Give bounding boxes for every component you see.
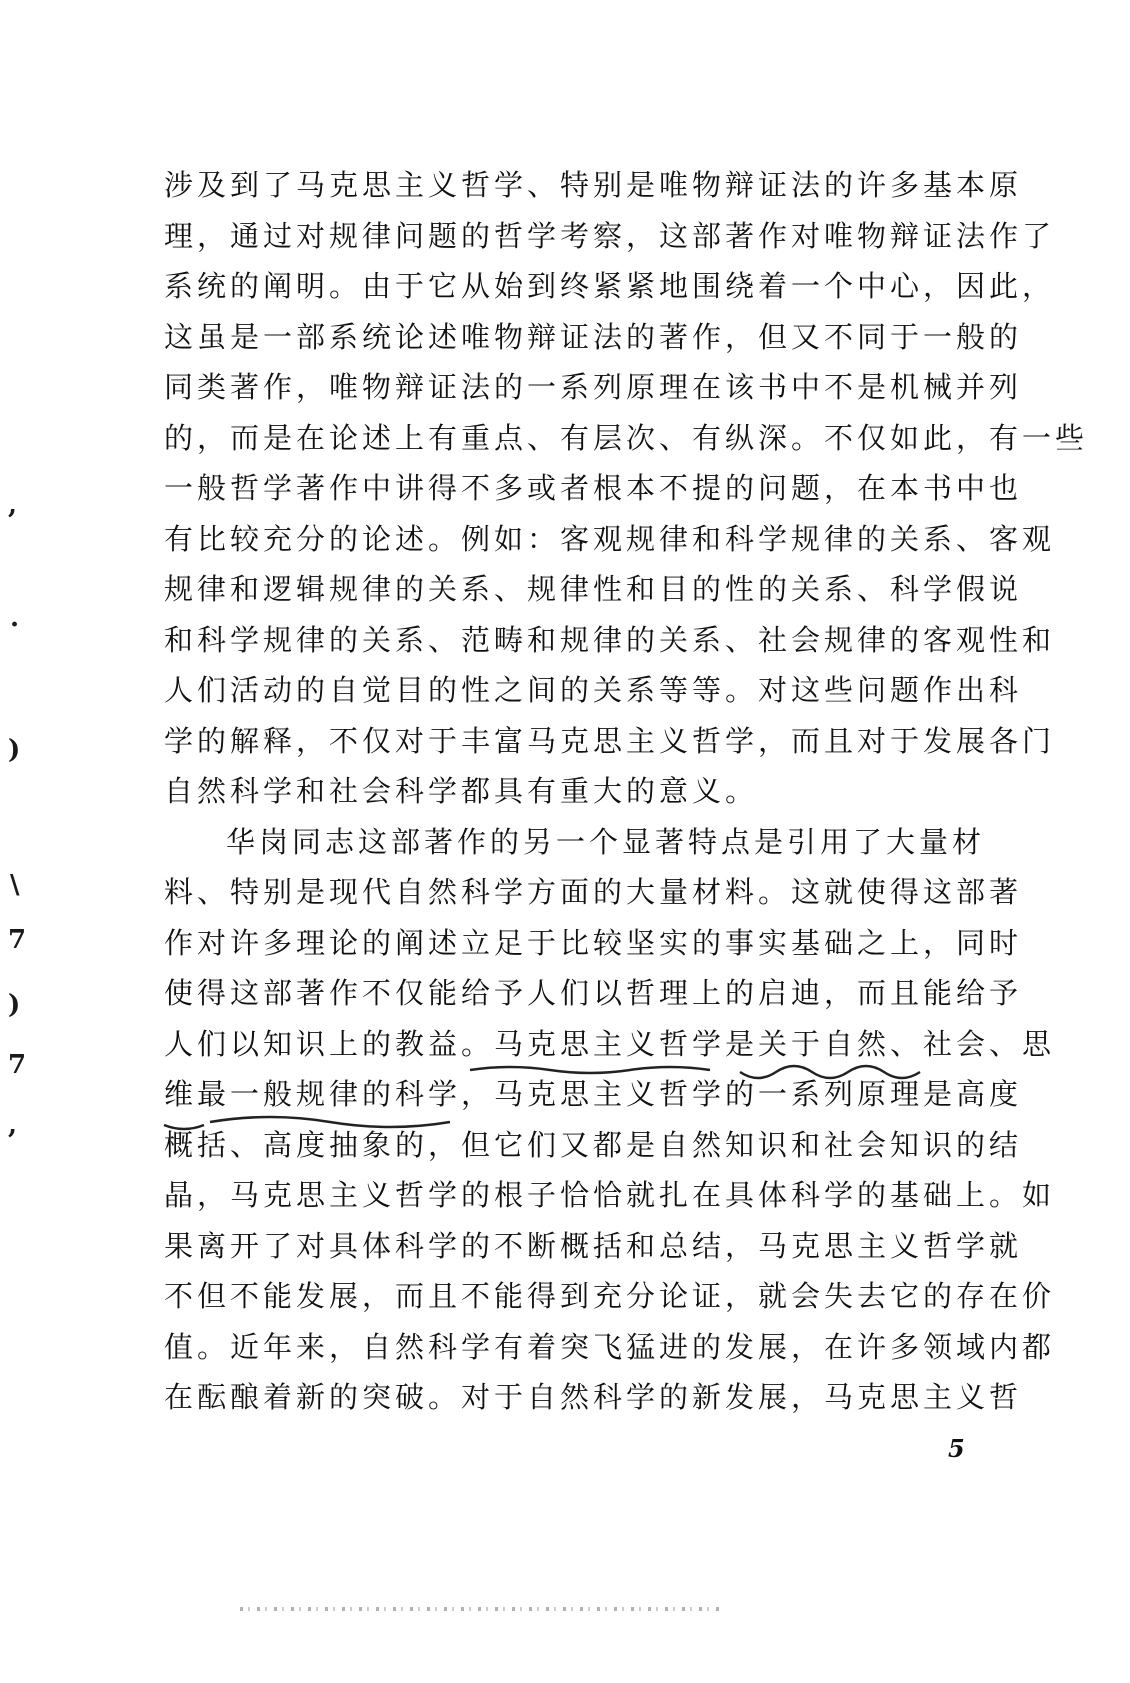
page-number: 5 <box>948 1434 965 1463</box>
text-line: 晶，马克思主义哲学的根子恰恰就扎在具体科学的基础上。如 <box>164 1178 1056 1212</box>
text-line: 值。近年来，自然科学有着突飞猛进的发展，在许多领域内都 <box>164 1329 1056 1364</box>
text-line: 一般哲学著作中讲得不多或者根本不提的问题，在本书中也 <box>164 471 1023 505</box>
text-line: 使得这部著作不仅能给予人们以哲理上的启迪，而且能给予 <box>164 976 1023 1010</box>
scan-mark: 7 <box>8 1050 27 1080</box>
scan-mark: ) <box>8 735 21 765</box>
text-line: 的，而是在论述上有重点、有层次、有纵深。不仅如此，有一些 <box>164 420 1089 455</box>
text-line: 不但不能发展，而且不能得到充分论证，就会失去它的存在价 <box>164 1279 1056 1313</box>
text-line: 作对许多理论的阐述立足于比较坚实的事实基础之上，同时 <box>164 925 1023 960</box>
text-line: 这虽是一部系统论述唯物辩证法的著作，但又不同于一般的 <box>164 319 1023 354</box>
text-line: 维最一般规律的科学，马克思主义哲学的一系列原理是高度 <box>164 1077 1023 1111</box>
text-line: 果离开了对具体科学的不断概括和总结，马克思主义哲学就 <box>164 1228 1023 1263</box>
text-line: 规律和逻辑规律的关系、规律性和目的性的关系、科学假说 <box>164 572 1023 606</box>
text-line: 自然科学和社会科学都具有重大的意义。 <box>164 774 759 808</box>
text-line: 和科学规律的关系、范畴和规律的关系、社会规律的客观性和 <box>164 622 1056 657</box>
text-line: 人们活动的自觉目的性之间的关系等等。对这些问题作出科 <box>164 673 1023 707</box>
text-line: 涉及到了马克思主义哲学、特别是唯物辩证法的许多基本原 <box>164 168 1023 202</box>
text-line: 在酝酿着新的突破。对于自然科学的新发展，马克思主义哲 <box>164 1380 1023 1414</box>
text-line: 有比较充分的论述。例如：客观规律和科学规律的关系、客观 <box>164 521 1056 556</box>
text-line: 概括、高度抽象的，但它们又都是自然知识和社会知识的结 <box>164 1127 1023 1162</box>
scan-mark: 7 <box>8 925 27 955</box>
text-line: 系统的阐明。由于它从始到终紧紧地围绕着一个中心，因此， <box>164 269 1056 303</box>
body-text <box>164 160 1089 1423</box>
scan-mark: , <box>8 490 18 520</box>
scan-mark: ) <box>8 990 21 1020</box>
text-line: 同类著作，唯物辩证法的一系列原理在该书中不是机械并列 <box>164 370 1023 404</box>
scan-mark: \ <box>10 870 20 900</box>
paragraph-first-line: 华岗同志这部著作的另一个显著特点是引用了大量材 <box>226 824 986 859</box>
text-line: 人们以知识上的教益。马克思主义哲学是关于自然、社会、思 <box>164 1026 1056 1061</box>
scan-artifact <box>240 1607 720 1611</box>
scan-mark: , <box>8 1110 18 1140</box>
scan-mark: · <box>10 610 20 640</box>
text-line: 学的解释，不仅对于丰富马克思主义哲学，而且对于发展各门 <box>164 723 1056 758</box>
text-line: 理，通过对规律问题的哲学考察，这部著作对唯物辩证法作了 <box>164 218 1056 253</box>
text-line: 料、特别是现代自然科学方面的大量材料。这就使得这部著 <box>164 875 1023 909</box>
